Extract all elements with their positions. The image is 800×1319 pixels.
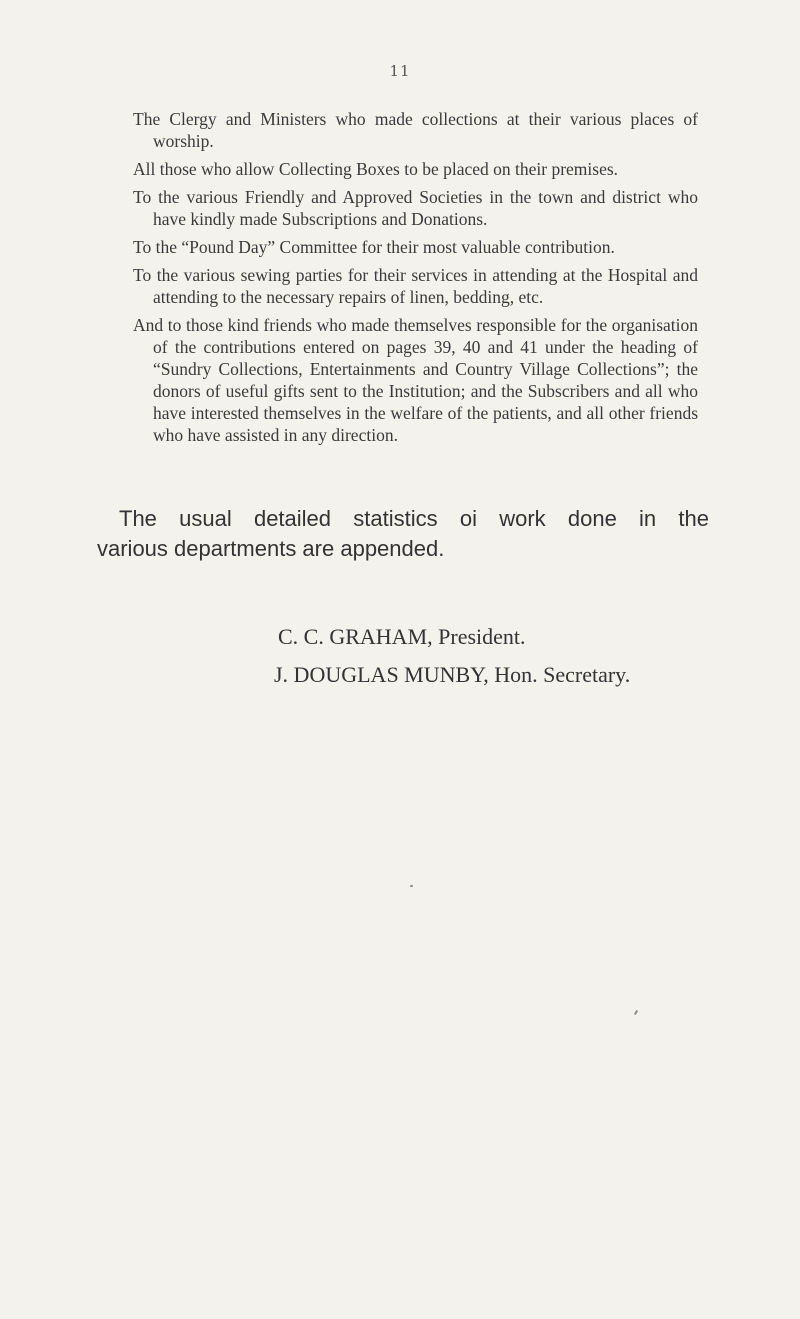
statement-line-1: The usual detailed statistics oi work done in the <box>119 506 709 531</box>
paragraph-pound-day: To the “Pound Day” Committee for their most valuable contribution. <box>133 237 615 257</box>
signature-block <box>274 618 631 694</box>
paragraph-kind-friends: And to those kind friends who made themselves responsible for the organisation of the contributions entered on pages 39, 40 and 41 under the heading of “Sundry Collections, Entertainments and Country Village Collections”; the donors of useful gifts sent to the Institution; and the Subscribers and all who have interested themselves in the welfare of the patients, and all other friends who have assisted in any direction. <box>133 315 698 445</box>
signature-secretary: J. DOUGLAS MUNBY, Hon. Secretary. <box>274 662 631 687</box>
paragraph-sewing-parties: To the various sewing parties for their services in attending at the Hospital and attending to the necessary repairs of linen, bedding, etc. <box>133 265 698 307</box>
paragraph-collecting-boxes: All those who allow Collecting Boxes to be placed on their premises. <box>133 159 619 179</box>
paper-speck <box>634 1010 638 1015</box>
paragraph-societies: To the various Friendly and Approved Societies in the town and district who have kindly made Subscriptions and Donations. <box>133 187 698 229</box>
paragraph-clergy: The Clergy and Ministers who made collections at their various places of worship. <box>133 109 698 151</box>
acknowledgements-list <box>133 108 698 452</box>
signature-president: C. C. GRAHAM, President. <box>278 624 526 649</box>
statistics-statement <box>97 504 709 564</box>
statement-line-2: various departments are appended. <box>97 536 445 561</box>
paper-speck <box>410 885 413 887</box>
page-number: 11 <box>389 62 411 80</box>
